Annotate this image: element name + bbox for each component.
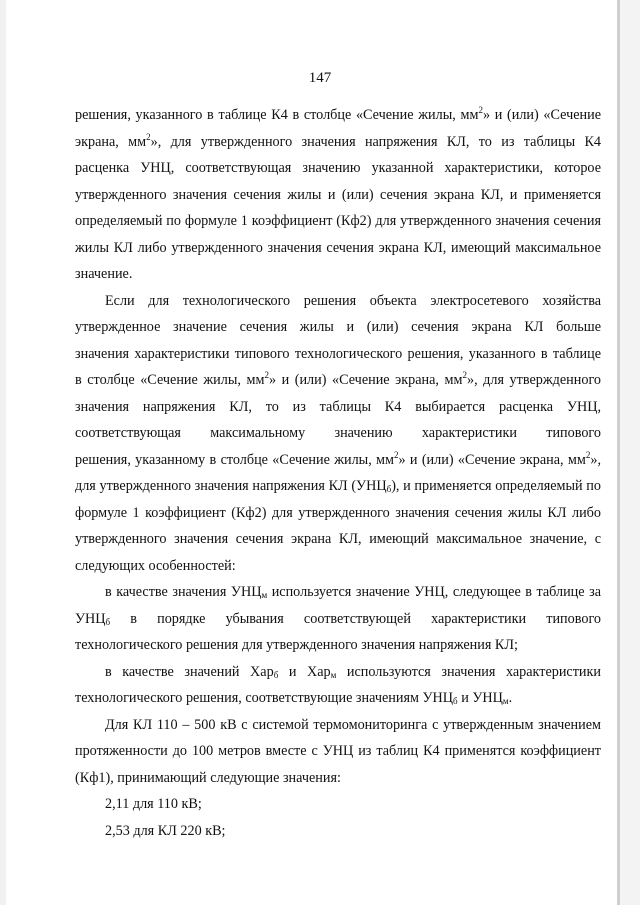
- text-run: Для КЛ 110 – 500 кВ с системой термомониторинга с утвержденным значением: [105, 716, 601, 733]
- subscript: б: [386, 484, 392, 494]
- text-run: утвержденного значения сечения жилы и (или) сечения экрана КЛ, и применяется: [75, 186, 601, 203]
- text-line: [75, 473, 601, 500]
- subscript: б: [453, 696, 458, 706]
- text-run: утвержденное значение сечения жилы и (или) сечения экрана КЛ больше: [75, 319, 601, 335]
- text-line: [75, 712, 601, 739]
- text-run: » и (или) «Сечение экрана, мм: [398, 451, 586, 468]
- text-line: [75, 155, 601, 182]
- text-run: », для утвержденного значения напряжения КЛ, то из таблицы К4: [150, 133, 601, 150]
- text-line: [75, 579, 601, 606]
- text-run: ), и применяется определяемый по: [391, 478, 601, 494]
- text-line: [75, 102, 601, 129]
- superscript: 2: [478, 105, 483, 115]
- text-line: [75, 553, 601, 580]
- text-run: в столбце «Сечение жилы, мм: [75, 372, 265, 388]
- text-line: [75, 791, 601, 818]
- text-line: [75, 738, 601, 765]
- text-run: в качестве значения УНЦ: [105, 584, 262, 600]
- text-line: [75, 182, 601, 209]
- superscript: 2: [394, 449, 399, 460]
- text-run: протяженности до 100 метров вместе с УНЦ из таблиц К4 применятся коэффициент: [75, 743, 601, 759]
- text-line: [75, 261, 601, 288]
- superscript: 2: [264, 370, 269, 380]
- text-run: 2,11 для 110 кВ;: [105, 796, 202, 812]
- superscript: 2: [462, 370, 467, 380]
- text-run: в качестве значений Хар: [105, 663, 274, 680]
- text-line: [75, 420, 601, 447]
- text-line: [75, 447, 601, 474]
- body-text: [75, 102, 601, 844]
- text-run: значения напряжения КЛ, то из таблицы К4 выбирается расценка УНЦ,: [75, 398, 601, 415]
- text-line: [75, 500, 601, 527]
- text-line: [75, 367, 601, 394]
- text-run: технологического решения, соответствующие значениям УНЦ: [75, 690, 454, 706]
- text-line: [75, 129, 601, 156]
- text-run: экрана, мм: [75, 133, 147, 150]
- text-run: формуле 1 коэффициент (Кф2) для утвержденного значения сечения жилы КЛ либо: [75, 504, 601, 521]
- text-line: [75, 208, 601, 235]
- text-line: [75, 288, 601, 315]
- text-run: » и (или) «Сечение экрана, мм: [268, 372, 463, 388]
- text-line: [75, 235, 601, 262]
- text-line: [75, 314, 601, 341]
- text-run: решения, указанного в таблице К4 в столбце «Сечение жилы, мм: [75, 107, 479, 123]
- text-run: УНЦ: [75, 610, 106, 627]
- text-run: значения характеристики типового технологического решения, указанного в таблице: [75, 345, 601, 362]
- text-run: расценка УНЦ, соответствующая значению указанной характеристики, которое: [75, 160, 601, 176]
- text-line: [75, 765, 601, 792]
- subscript: м: [502, 696, 509, 706]
- text-run: значение.: [75, 266, 133, 282]
- text-run: решения, указанному в столбце «Сечение жилы, мм: [75, 451, 395, 468]
- page-number: 147: [308, 70, 332, 86]
- text-run: в порядке убывания соответствующей характеристики типового: [110, 610, 601, 627]
- text-run: и УНЦ: [457, 690, 503, 706]
- text-run: »,: [590, 451, 601, 468]
- subscript: м: [261, 590, 268, 600]
- text-run: технологического решения для утвержденного значения напряжения КЛ;: [75, 637, 518, 653]
- text-run: (Кф1), принимающий следующие значения:: [75, 769, 341, 786]
- text-run: .: [508, 690, 513, 706]
- text-run: 2,53 для КЛ 220 кВ;: [105, 822, 226, 839]
- scan-left-edge: [0, 0, 6, 905]
- superscript: 2: [585, 449, 591, 460]
- text-run: » и (или) «Сечение: [482, 107, 601, 123]
- text-run: используются значения характеристики: [346, 663, 601, 680]
- text-line: [75, 659, 601, 686]
- text-line: [75, 685, 601, 712]
- text-run: и Хар: [278, 663, 331, 680]
- text-run: соответствующая максимальному значению характеристики типового: [75, 425, 601, 441]
- text-line: [75, 394, 601, 421]
- text-run: для утвержденного значения напряжения КЛ (УНЦ: [75, 478, 387, 494]
- text-run: используется значение УНЦ, следующее в таблице за: [267, 584, 601, 600]
- scan-right-margin: [620, 0, 640, 905]
- subscript: б: [105, 616, 111, 627]
- text-line: [75, 606, 601, 633]
- text-line: [75, 341, 601, 368]
- text-line: [75, 526, 601, 553]
- text-run: Если для технологического решения объекта электросетевого хозяйства: [105, 292, 601, 309]
- text-line: [75, 632, 601, 659]
- superscript: 2: [146, 131, 151, 142]
- subscript: б: [273, 669, 279, 680]
- text-run: жилы КЛ либо утвержденного значения сечения экрана КЛ, имеющий максимальное: [75, 239, 601, 256]
- text-run: определяемый по формуле 1 коэффициент (Кф2) для утвержденного значения сечения: [75, 213, 601, 229]
- text-run: утвержденного значения сечения экрана КЛ, имеющий максимальное значение, с: [75, 531, 601, 547]
- text-run: следующих особенностей:: [75, 557, 236, 574]
- text-line: [75, 818, 601, 845]
- text-run: », для утвержденного: [466, 372, 601, 388]
- subscript: м: [330, 669, 337, 680]
